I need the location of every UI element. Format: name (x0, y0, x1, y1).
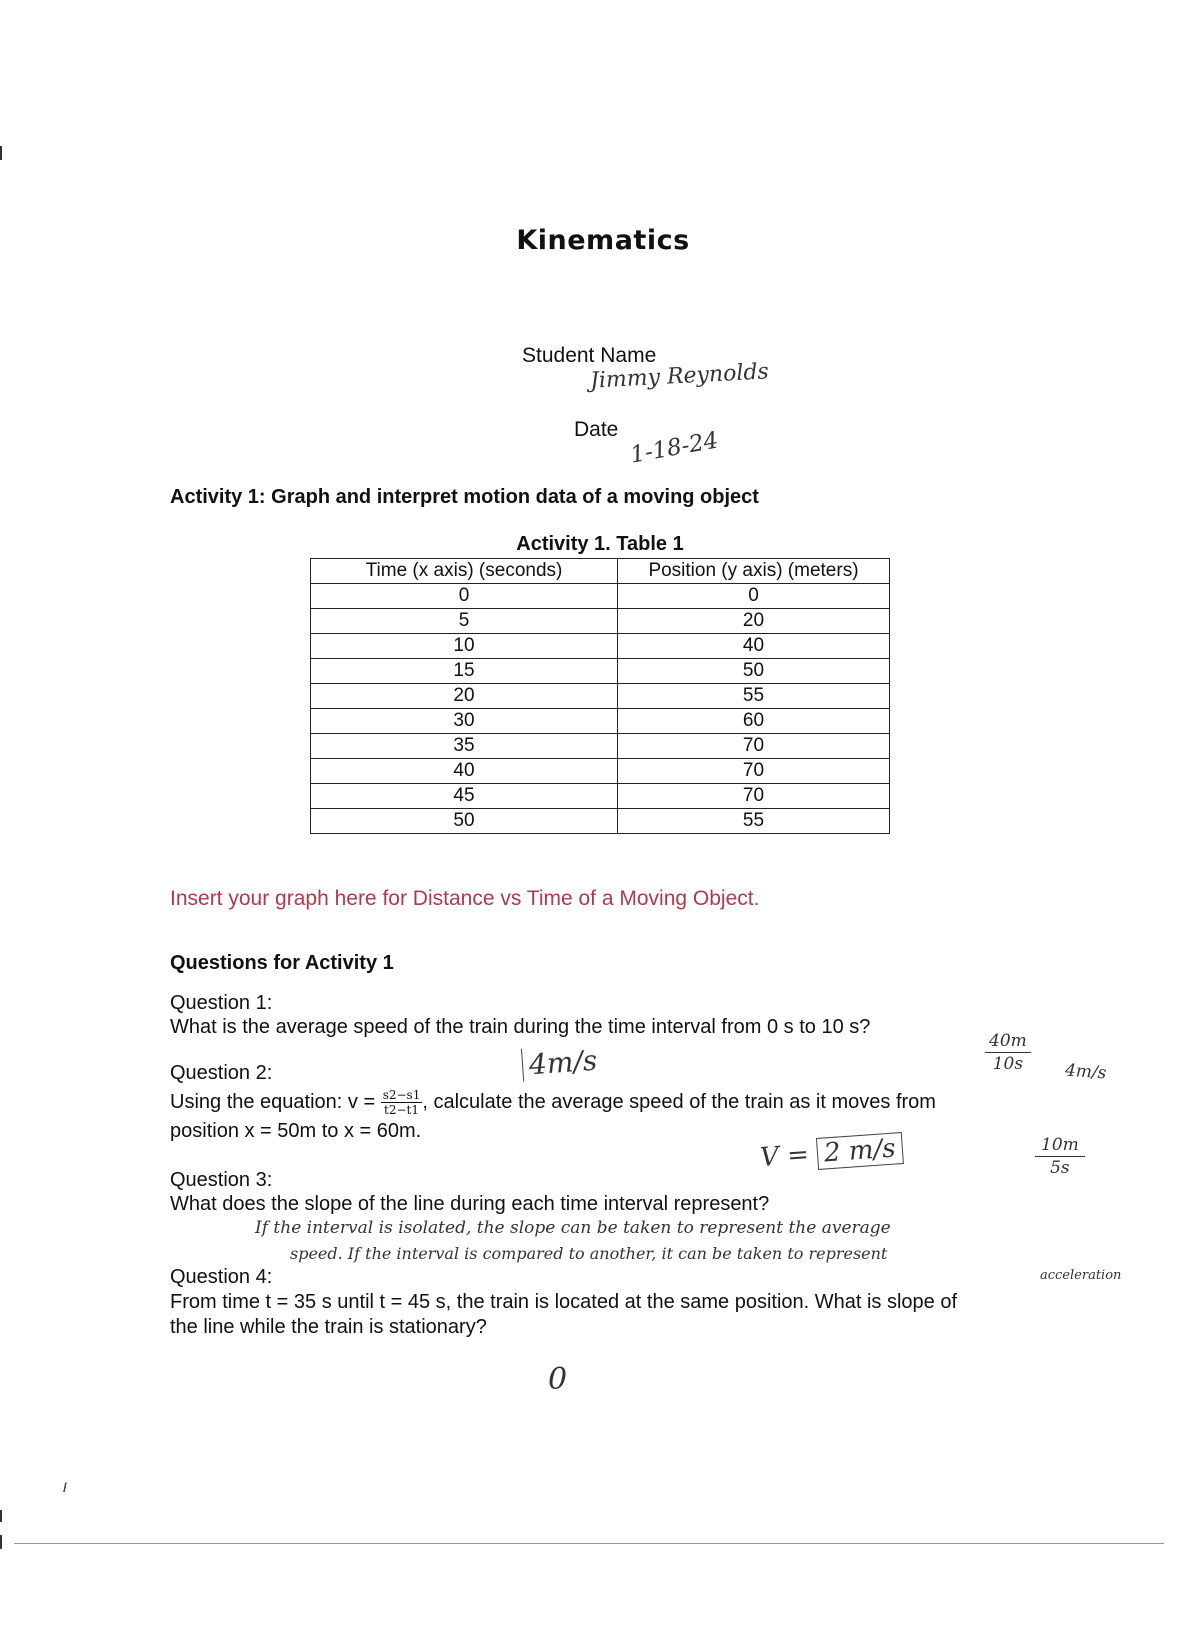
time-cell: 15 (311, 659, 618, 684)
scan-edge-mark (0, 1510, 2, 1522)
page-title: Kinematics (516, 225, 690, 256)
table-row (311, 759, 890, 784)
scan-bottom-line (14, 1543, 1164, 1544)
time-cell: 40 (311, 759, 618, 784)
question-1-answer-box: 4m/s (521, 1043, 604, 1082)
position-cell: 50 (618, 659, 890, 684)
position-cell: 20 (618, 609, 890, 634)
position-cell: 60 (618, 709, 890, 734)
question-1-label: Question 1: (170, 992, 273, 1014)
question-2-answer-prefix: V = (759, 1139, 810, 1173)
question-4-text-line1: From time t = 35 s until t = 45 s, the train is located at the same position. What is slope of (170, 1291, 958, 1313)
question-3-answer-line1: If the interval is isolated, the slope can be taken to represent the average (255, 1218, 891, 1238)
position-cell: 70 (618, 784, 890, 809)
question-4-label: Question 4: (170, 1266, 273, 1288)
position-cell: 70 (618, 734, 890, 759)
date-value: 1-18-24 (628, 427, 721, 469)
question-3-label: Question 3: (170, 1169, 273, 1191)
activity-heading: Activity 1: Graph and interpret motion data of a moving object (170, 486, 759, 508)
question-2-text-line2: position x = 50m to x = 60m. (170, 1120, 422, 1142)
time-cell: 10 (311, 634, 618, 659)
table-row (311, 784, 890, 809)
table-row (311, 709, 890, 734)
table-row (311, 684, 890, 709)
table-row (311, 734, 890, 759)
questions-heading: Questions for Activity 1 (170, 952, 394, 974)
question-2-work-denominator: 5s (1050, 1158, 1070, 1178)
time-cell: 35 (311, 734, 618, 759)
position-cell: 70 (618, 759, 890, 784)
question-2-label: Question 2: (170, 1062, 273, 1084)
question-1-work-denominator: 10s (992, 1054, 1024, 1074)
question-3-answer-line2: speed. If the interval is compared to another, it can be taken to represent (290, 1244, 888, 1263)
equation-fraction (381, 1088, 423, 1117)
scan-edge-mark (0, 146, 2, 160)
table-row (311, 584, 890, 609)
table-header-row (311, 559, 890, 584)
table-row (311, 609, 890, 634)
question-4-text-line2: the line while the train is stationary? (170, 1316, 487, 1338)
question-2-text-after: , calculate the average speed of the train as it moves from (422, 1090, 936, 1113)
scan-edge-mark (0, 1535, 2, 1549)
time-cell: 20 (311, 684, 618, 709)
question-1-answer (521, 1043, 604, 1082)
scan-mark: 𝚤 (62, 1476, 66, 1496)
student-name-value: Jimmy Reynolds (589, 359, 770, 394)
question-1-text: What is the average speed of the train during the time interval from 0 s to 10 s? (170, 1016, 871, 1038)
time-cell: 50 (311, 809, 618, 834)
equation-denominator: t2−t1 (384, 1103, 419, 1117)
question-3-text: What does the slope of the line during each time interval represent? (170, 1193, 770, 1215)
question-4-answer: 0 (548, 1362, 568, 1397)
position-cell: 55 (618, 809, 890, 834)
question-2-text-before: Using the equation: v = (170, 1090, 376, 1113)
date-label: Date (574, 418, 619, 441)
table-row (311, 809, 890, 834)
column-header-time: Time (x axis) (seconds) (311, 559, 618, 584)
table-row (311, 634, 890, 659)
question-1-work-numerator: 40m (985, 1030, 1031, 1053)
question-1-work-fraction (985, 1030, 1031, 1075)
equation-numerator: s2−s1 (382, 1088, 421, 1102)
question-2-work-fraction (1035, 1134, 1085, 1179)
data-table (310, 558, 890, 834)
question-2-answer-box: 2 m/s (816, 1132, 904, 1170)
time-cell: 0 (311, 584, 618, 609)
question-1-work-result: 4m/s (1064, 1060, 1108, 1084)
time-cell: 30 (311, 709, 618, 734)
time-cell: 45 (311, 784, 618, 809)
question-2-work-numerator: 10m (1035, 1134, 1085, 1157)
column-header-position: Position (y axis) (meters) (618, 559, 890, 584)
table-row (311, 659, 890, 684)
question-3-answer-line3: acceleration (1040, 1268, 1122, 1283)
student-name-label: Student Name (522, 344, 657, 367)
question-2-answer (759, 1133, 903, 1173)
table-caption: Activity 1. Table 1 (516, 533, 684, 555)
time-cell: 5 (311, 609, 618, 634)
position-cell: 55 (618, 684, 890, 709)
position-cell: 40 (618, 634, 890, 659)
question-2-text (170, 1088, 936, 1117)
position-cell: 0 (618, 584, 890, 609)
graph-instruction: Insert your graph here for Distance vs Time of a Moving Object. (170, 887, 760, 910)
